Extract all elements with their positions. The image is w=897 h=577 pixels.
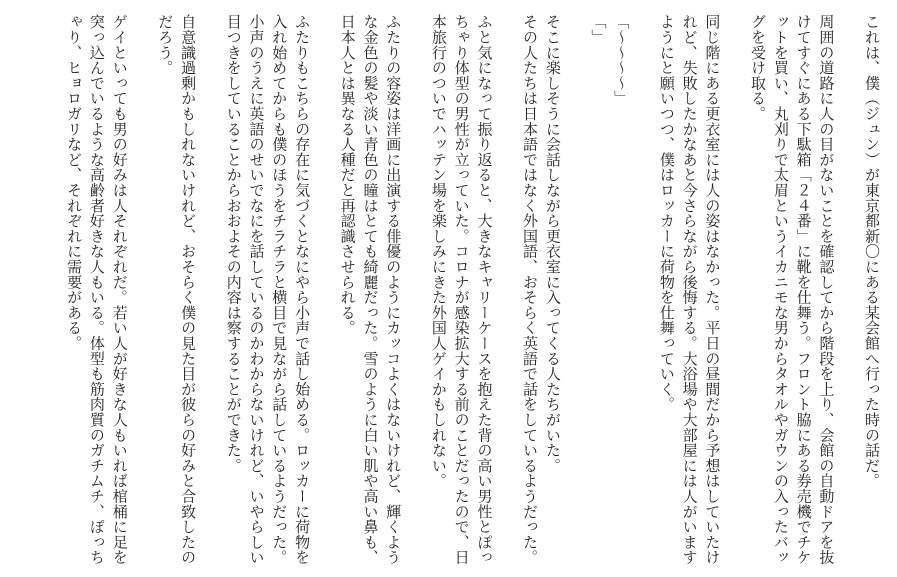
paragraph-7: ふと気になって振り返ると、大きなキャリーケースを抱えた背の高い男性とぽっちゃり体型の男性が立っていた。コロナが感染拡大する前のことだったので、日本旅行のついでハッテン場を楽しみにきた外国人ゲイかもしれない。 bbox=[429, 14, 494, 565]
paragraph-10: 自意識過剰かもしれないけれど、おそらく僕の見た目が彼らの好みと合致したのだろう。 bbox=[156, 14, 198, 565]
blank-line bbox=[495, 14, 518, 566]
blank-line bbox=[131, 14, 154, 566]
paragraph-2: 周囲の道路に人の目がないことを確認してから階段を上り、会館の自動ドアを抜けてすぐにある下駄箱「２４番」に靴を仕舞う。フロント脇にある券売機でチケットを買い、丸刈りで太眉というイカニモな男からタオルやガウンの入ったバッグを受け取る。 bbox=[749, 14, 836, 565]
blank-line bbox=[632, 14, 655, 566]
paragraph-5: そこに楽しそうに会話しながら更衣室に入ってくる人たちがいた。 bbox=[543, 14, 562, 473]
paragraph-6: その人たちは日本語ではなく外国語、おそらく英語で話をしているようだった。 bbox=[521, 14, 540, 565]
paragraph-8: ふたりの容姿は洋画に出演する俳優のようにカッコよくはないけれど、輝くような金色の髪や淡い青色の瞳はとても綺麗だった。雪のように白い肌や高い鼻も、日本人とは異なる人種だと再認識させられる。 bbox=[338, 14, 403, 565]
blank-line bbox=[723, 14, 746, 566]
blank-line bbox=[313, 14, 336, 566]
blank-line bbox=[199, 14, 222, 566]
dash-line: 「」 bbox=[589, 14, 608, 45]
paragraph-1: これは、僕（ジュン）が東京都新〇にある某会館へ行った時の話だ。 bbox=[863, 14, 881, 489]
paragraph-9: ふたりもこちらの存在に気づくとなにやら小声で話し始める。ロッカーに荷物を入れ始めてからも僕のほうをチラチラと横目で見ながら話しているようだった。小声のうえに英語のせいでなにを話しているのかわからないけれど、いやらしい目つきをしていることからおおよその内容は察することができた。 bbox=[224, 14, 312, 565]
paragraph-3: 同じ階にある更衣室には人の姿はなかった。平日の昼間だから予想はしていたけれど、失敗したかなあと今さらながら後悔する。大浴場や大部屋には人がいますようにと願いつつ、僕はロッカーに荷物を仕舞っていく。 bbox=[657, 14, 722, 565]
paragraph-11: ゲイといっても男の好みは人それぞれだ。若い人が好きな人もいれば棺桶に足を突っ込んでいるような高齢者好きな人もいる。体型も筋肉質のガチムチ、ぽっちゃり、ヒョロガリなど、それぞれに需要がある。 bbox=[65, 14, 129, 565]
blank-line bbox=[404, 14, 427, 566]
blank-line bbox=[837, 14, 860, 566]
dialogue-line: 「〜〜〜〜」 bbox=[612, 14, 631, 106]
vertical-text-body bbox=[13, 14, 883, 566]
blank-line bbox=[564, 14, 587, 566]
